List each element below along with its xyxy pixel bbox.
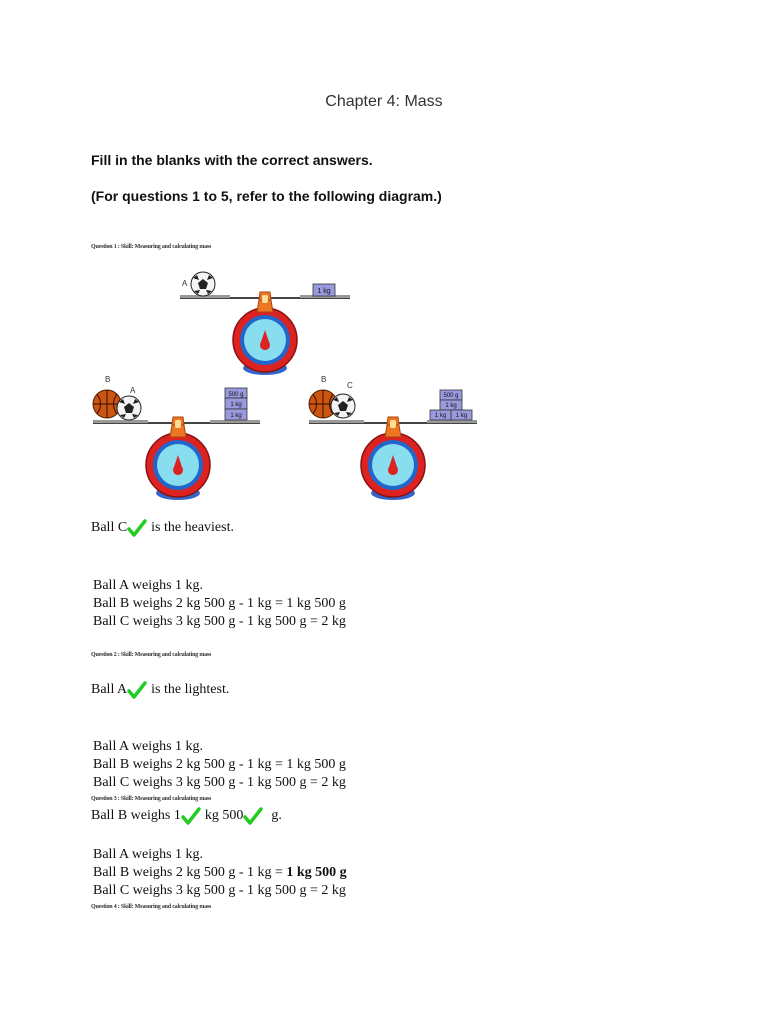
top-weight-label: 1 kg — [317, 288, 331, 295]
page-title: Chapter 4: Mass — [325, 93, 443, 110]
bold-answer: 1 kg 500 g — [286, 865, 347, 880]
question-1-answer — [91, 518, 234, 538]
question-1-working — [93, 577, 346, 631]
top-ball-label: A — [182, 279, 188, 288]
working-line: Ball B weighs 2 kg 500 g - 1 kg = 1 kg 500 g — [93, 865, 347, 880]
question-1-label: Question 1 : Skill: Measuring and calculating mass — [91, 244, 212, 250]
svg-text:C: C — [347, 381, 353, 390]
right-scale — [309, 375, 477, 500]
question-3-label: Question 3 : Skill: Measuring and calculating mass — [91, 796, 212, 802]
working-line: Ball C weighs 3 kg 500 g - 1 kg 500 g = 2 kg — [93, 883, 346, 898]
answer-text-part-3: g. — [271, 808, 282, 823]
balance-scales-diagram — [85, 262, 485, 502]
svg-text:500 g: 500 g — [228, 392, 244, 398]
svg-text:1 kg: 1 kg — [230, 413, 242, 419]
answer-text-before: Ball A — [91, 682, 128, 697]
left-ball-label-2: A — [130, 386, 136, 395]
checkmark-icon — [127, 680, 147, 700]
question-4-label: Question 4 : Skill: Measuring and calculating mass — [91, 904, 212, 910]
question-3-answer — [91, 806, 282, 826]
question-2-answer — [91, 680, 229, 700]
question-2-working — [93, 738, 346, 792]
working-line: Ball A weighs 1 kg. — [93, 847, 204, 862]
svg-text:1 kg: 1 kg — [230, 402, 242, 408]
answer-text-before: Ball C — [91, 520, 128, 535]
top-scale — [180, 272, 350, 375]
svg-text:B: B — [321, 375, 327, 384]
svg-text:1 kg: 1 kg — [434, 413, 447, 419]
working-line: Ball B weighs 2 kg 500 g - 1 kg = 1 kg 500 g — [93, 596, 346, 611]
working-line: Ball C weighs 3 kg 500 g - 1 kg 500 g = 2 kg — [93, 775, 346, 790]
working-line: Ball A weighs 1 kg. — [93, 739, 204, 754]
working-line: Ball B weighs 2 kg 500 g - 1 kg = 1 kg 500 g — [93, 757, 346, 772]
working-line: Ball A weighs 1 kg. — [93, 578, 204, 593]
question-3-working — [93, 846, 347, 900]
ball-a-icon — [117, 396, 141, 420]
answer-text-after: is the lightest. — [151, 682, 230, 697]
left-ball-label-1: B — [105, 375, 111, 384]
answer-text-part-2: kg 500 — [204, 808, 244, 823]
instruction-line-2: (For questions 1 to 5, refer to the following diagram.) — [91, 188, 442, 204]
checkmark-icon — [181, 806, 201, 826]
ball-b-icon — [93, 390, 121, 418]
left-scale — [93, 375, 260, 500]
ball-a-icon — [191, 272, 215, 296]
answer-text-after: is the heaviest. — [151, 520, 234, 535]
svg-text:1 kg: 1 kg — [445, 403, 457, 409]
checkmark-icon — [127, 518, 147, 538]
question-2-label: Question 2 : Skill: Measuring and calculating mass — [91, 652, 212, 658]
answer-text-part-1: Ball B weighs 1 — [91, 808, 181, 823]
ball-c-icon — [331, 394, 355, 418]
svg-text:1 kg: 1 kg — [455, 413, 468, 419]
svg-text:500 g: 500 g — [443, 393, 459, 399]
working-line: Ball C weighs 3 kg 500 g - 1 kg 500 g = 2 kg — [93, 614, 346, 629]
checkmark-icon — [243, 806, 263, 826]
instruction-line-1: Fill in the blanks with the correct answers. — [91, 152, 373, 168]
